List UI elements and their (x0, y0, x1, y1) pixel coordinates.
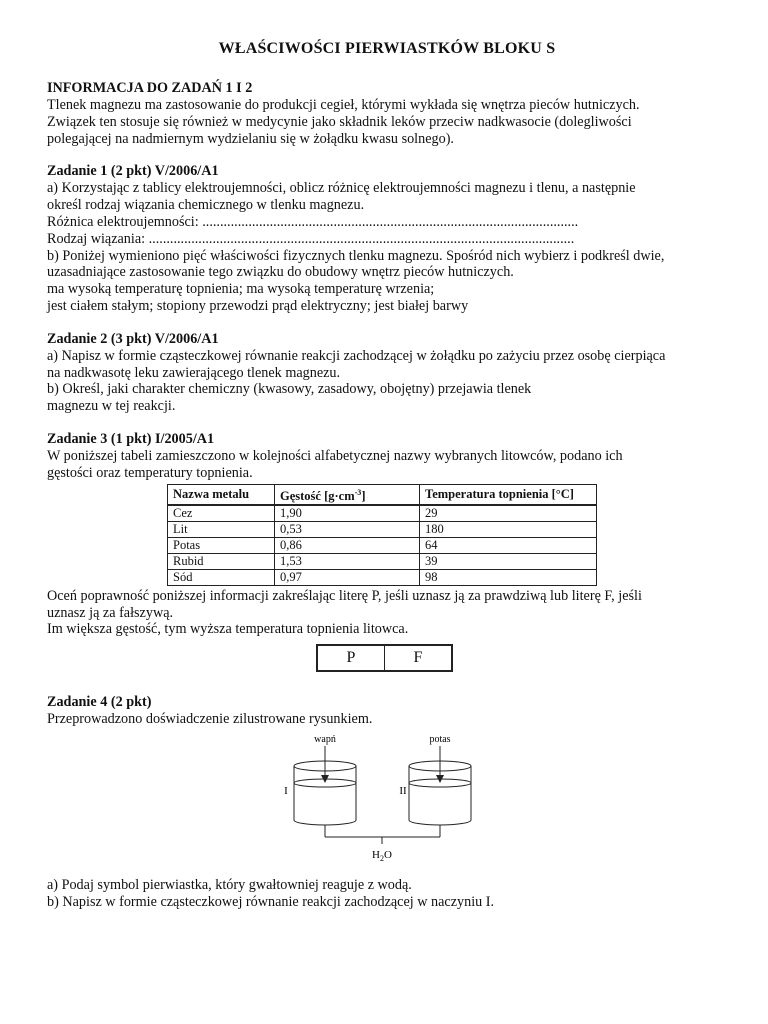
density-header-exponent: -3 (354, 487, 362, 497)
info-section (47, 80, 727, 147)
metal-name: Rubid (168, 553, 275, 569)
column-header-density (275, 484, 420, 505)
task-3-line: W poniższej tabeli zamieszczono w kolejności alfabetycznej nazwy wybranych litowców, podano ich (47, 447, 623, 464)
metal-melting-point: 29 (420, 505, 597, 522)
task-1-line: określ rodzaj wiązania chemicznego w tlenku magnezu. (47, 197, 365, 214)
metals-table-header (168, 484, 597, 505)
arrow-down-icon (321, 746, 329, 783)
metal-name: Cez (168, 505, 275, 522)
table-row (168, 505, 597, 522)
info-line: polegającej na nadmiernym wydzielaniu się w żołądku kwasu solnego). (47, 130, 454, 147)
task-1-answer-difference: Różnica elektroujemności: .......................................................................................................... (47, 213, 579, 230)
option-false[interactable]: F (385, 645, 453, 671)
task-2-line: b) Określ, jaki charakter chemiczny (kwasowy, zasadowy, obojętny) przejawia tlenek (47, 381, 532, 398)
water-label-h: H (372, 848, 380, 861)
task-2-section (47, 331, 727, 415)
task-4-heading: Zadanie 4 (2 pkt) (47, 694, 152, 711)
task-3-section (47, 431, 727, 672)
column-header-melting: Temperatura topnienia [°C] (420, 484, 597, 505)
label-calcium: wapń (314, 733, 336, 745)
arrow-down-icon (436, 746, 444, 783)
metal-name: Potas (168, 537, 275, 553)
metal-density: 1,90 (275, 505, 420, 522)
task-1-heading: Zadanie 1 (2 pkt) V/2006/A1 (47, 163, 219, 180)
table-row (168, 553, 597, 569)
metal-density: 0,86 (275, 537, 420, 553)
task-3-heading: Zadanie 3 (1 pkt) I/2005/A1 (47, 430, 215, 447)
task-2-heading: Zadanie 2 (3 pkt) V/2006/A1 (47, 330, 219, 347)
experiment-diagram (277, 732, 517, 872)
info-heading: INFORMACJA DO ZADAŃ 1 I 2 (47, 80, 253, 96)
task-3-line: gęstości oraz temperatury topnienia. (47, 464, 253, 481)
table-row (168, 521, 597, 537)
water-label-sub: 2 (380, 853, 384, 863)
task-1-line: a) Korzystając z tablicy elektroujemności, oblicz różnicę elektroujemności magnezu i tlenu, a następnie (47, 180, 636, 197)
vessel-label-1: I (284, 784, 288, 797)
task-3-line: Oceń poprawność poniższej informacji zakreślając literę P, jeśli uznasz ją za prawdziwą lub literę F, jeśli (47, 587, 642, 604)
metal-melting-point: 180 (420, 521, 597, 537)
metal-melting-point: 39 (420, 553, 597, 569)
task-2-line: a) Napisz w formie cząsteczkowej równanie reakcji zachodzącej w żołądku po zażyciu przez osobę cierpiąca (47, 347, 666, 364)
task-1-line: b) Poniżej wymieniono pięć właściwości fizycznych tlenku magnezu. Spośród nich wybierz i podkreśl dwie, (47, 247, 665, 264)
metal-melting-point: 64 (420, 537, 597, 553)
vessel-label-2: II (399, 784, 407, 797)
metal-density: 1,53 (275, 553, 420, 569)
metals-table (167, 484, 597, 586)
page-title: WŁAŚCIWOŚCI PIERWIASTKÓW BLOKU S (218, 40, 556, 57)
option-true[interactable]: P (317, 645, 385, 671)
task-3-line: uznasz ją za fałszywą. (47, 604, 174, 621)
metal-name: Lit (168, 521, 275, 537)
metal-density: 0,53 (275, 521, 420, 537)
info-line: Związek ten stosuje się również w medycynie jako składnik leków przeciw nadkwasocie (dolegliwości (47, 113, 632, 130)
task-1-properties: jest ciałem stałym; stopiony przewodzi prąd elektryczny; jest białej barwy (47, 297, 469, 314)
water-connector (325, 825, 440, 844)
water-label-o: O (384, 848, 392, 861)
info-line: Tlenek magnezu ma zastosowanie do produkcji cegieł, którymi wykłada się wnętrza pieców hutniczych. (47, 97, 640, 113)
task-4-line: b) Napisz w formie cząsteczkowej równanie reakcji zachodzącej w naczyniu I. (47, 893, 495, 910)
task-4-section (47, 694, 727, 910)
task-3-statement: Im większa gęstość, tym wyższa temperatura topnienia litowca. (47, 621, 409, 638)
document-page (47, 40, 727, 910)
task-4-intro: Przeprowadzono doświadczenie zilustrowane rysunkiem. (47, 711, 373, 728)
task-1-answer-bond: Rodzaj wiązania: ........................................................................................................................ (47, 230, 575, 247)
water-label (372, 849, 392, 863)
task-1-section (47, 163, 727, 314)
table-row (168, 537, 597, 553)
metal-density: 0,97 (275, 569, 420, 585)
table-row (168, 569, 597, 585)
true-false-box (316, 644, 453, 672)
task-1-properties: ma wysoką temperaturę topnienia; ma wysoką temperaturę wrzenia; (47, 281, 435, 298)
metal-melting-point: 98 (420, 569, 597, 585)
column-header-name: Nazwa metalu (168, 484, 275, 505)
task-1-line: uzasadniające zastosowanie tego związku do obudowy wnętrz pieców hutniczych. (47, 264, 514, 281)
metal-name: Sód (168, 569, 275, 585)
task-4-line: a) Podaj symbol pierwiastka, który gwałtowniej reaguje z wodą. (47, 876, 412, 893)
label-potassium: potas (429, 733, 451, 745)
density-header-text: Gęstość [g·cm (280, 488, 355, 503)
task-2-line: na nadkwasotę leku zawierającego tlenek magnezu. (47, 364, 341, 381)
density-header-close: ] (361, 488, 366, 503)
task-2-line: magnezu w tej reakcji. (47, 398, 176, 415)
